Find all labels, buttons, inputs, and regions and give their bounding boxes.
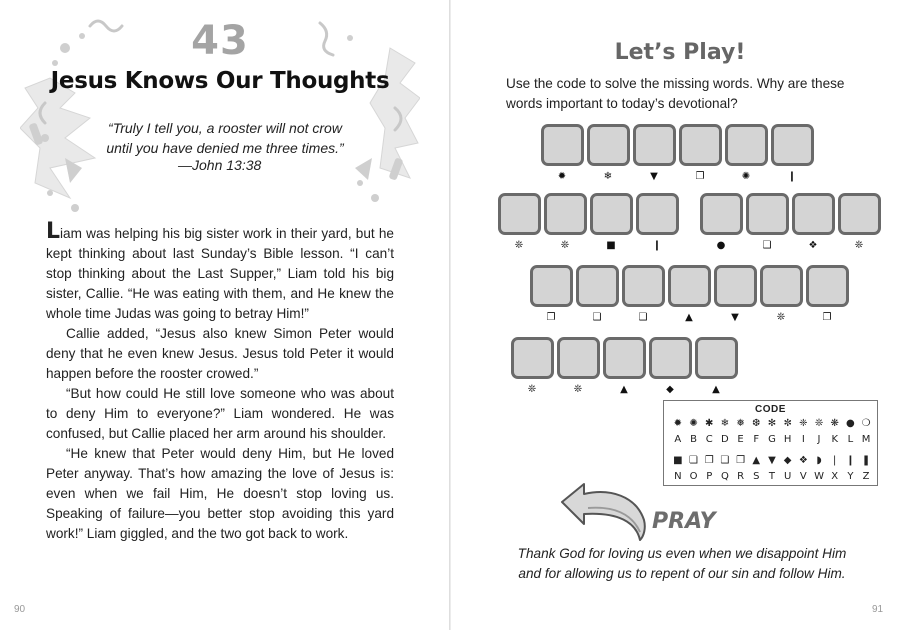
code-symbol: ▲ bbox=[752, 455, 761, 466]
code-letter: H bbox=[783, 434, 792, 445]
code-letter: G bbox=[768, 434, 776, 445]
letter-box[interactable] bbox=[771, 124, 814, 166]
puzzle-word bbox=[540, 124, 814, 183]
code-symbol-row-2 bbox=[670, 455, 874, 467]
code-symbol: ❊ bbox=[527, 384, 537, 395]
code-symbol: ▲ bbox=[712, 384, 720, 395]
code-letter: U bbox=[783, 471, 792, 482]
code-symbol: ✱ bbox=[705, 418, 714, 429]
code-letter: V bbox=[799, 471, 807, 482]
code-letter: K bbox=[831, 434, 838, 445]
puzzle-letter-cell bbox=[510, 337, 554, 396]
code-symbol: ❏ bbox=[689, 455, 699, 466]
letter-box[interactable] bbox=[530, 265, 573, 307]
puzzle-letter-cell bbox=[497, 193, 541, 252]
code-symbol: ✻ bbox=[767, 418, 777, 429]
code-symbol: ❅ bbox=[736, 418, 745, 429]
code-letter: J bbox=[817, 434, 821, 445]
code-symbol: ❊ bbox=[573, 384, 583, 395]
code-symbol: ❊ bbox=[776, 312, 786, 323]
code-letter: D bbox=[721, 434, 729, 445]
verse-line: “Truly I tell you, a rooster will not crow bbox=[108, 120, 342, 136]
code-letter: O bbox=[689, 471, 698, 482]
code-symbol: ▲ bbox=[685, 312, 693, 323]
code-symbol: ✼ bbox=[783, 418, 792, 429]
code-symbol: ❐ bbox=[546, 312, 556, 323]
letter-box[interactable] bbox=[725, 124, 768, 166]
story-paragraph: “But how could He still love someone who was about to deny Him to everyone?” Liam wondered. He was confused, but Callie placed her arm around his shoulder. bbox=[46, 386, 394, 441]
code-symbol: ◆ bbox=[666, 384, 674, 395]
code-letter: S bbox=[753, 471, 760, 482]
puzzle-letter-cell bbox=[621, 265, 665, 324]
puzzle-letter-cell bbox=[540, 124, 584, 183]
story-paragraph: “He knew that Peter would deny Him, but He loved Peter anyway. That’s how amazing the love of Jesus is: even when we fail Him, He doesn’t stop loving us. Speaking of failure—you better stop avoiding this yard work!” Liam giggled, and the two got back to work. bbox=[46, 446, 394, 541]
letter-box[interactable] bbox=[668, 265, 711, 307]
code-symbol: ▼ bbox=[650, 171, 658, 182]
letter-box[interactable] bbox=[649, 337, 692, 379]
puzzle-letter-cell bbox=[648, 337, 692, 396]
devotional-title: Jesus Knows Our Thoughts bbox=[50, 68, 390, 94]
code-letter-row-2 bbox=[670, 471, 874, 483]
code-symbol: ✹ bbox=[557, 171, 567, 182]
code-letter: Y bbox=[847, 471, 854, 482]
scripture-verse bbox=[80, 118, 370, 158]
code-letter: L bbox=[847, 434, 854, 445]
page-number-left: 90 bbox=[14, 604, 26, 615]
code-symbol: ✺ bbox=[741, 171, 751, 182]
puzzle-letter-cell bbox=[837, 193, 881, 252]
puzzle-letter-cell bbox=[556, 337, 600, 396]
code-symbol-row-1 bbox=[670, 418, 874, 430]
devotional-number: 43 bbox=[191, 18, 249, 64]
code-title: CODE bbox=[755, 404, 786, 415]
puzzle-row-4 bbox=[510, 337, 738, 396]
puzzle-row-2 bbox=[497, 193, 881, 252]
code-symbol: ■ bbox=[606, 240, 616, 251]
puzzle-letter-cell bbox=[667, 265, 711, 324]
code-symbol: ❈ bbox=[799, 418, 808, 429]
code-symbol: ❙ bbox=[846, 455, 855, 466]
letter-box[interactable] bbox=[700, 193, 743, 235]
letter-box[interactable] bbox=[838, 193, 881, 235]
puzzle-letter-cell bbox=[635, 193, 679, 252]
puzzle-letter-cell bbox=[745, 193, 789, 252]
code-symbol: ❐ bbox=[695, 171, 705, 182]
prayer-text bbox=[462, 544, 900, 584]
code-symbol: ▼ bbox=[768, 455, 776, 466]
puzzle-word bbox=[699, 193, 881, 252]
pray-label: PRAY bbox=[652, 509, 716, 534]
code-letter-row-1 bbox=[670, 434, 874, 446]
letter-box[interactable] bbox=[511, 337, 554, 379]
letter-box[interactable] bbox=[746, 193, 789, 235]
code-letter: M bbox=[861, 434, 871, 445]
code-symbol: ◗ bbox=[816, 455, 822, 466]
code-symbol: ❄ bbox=[720, 418, 730, 429]
puzzle-letter-cell bbox=[678, 124, 722, 183]
letter-box[interactable] bbox=[636, 193, 679, 235]
code-key bbox=[663, 400, 878, 486]
letter-box[interactable] bbox=[541, 124, 584, 166]
code-symbol: ❙ bbox=[652, 240, 662, 251]
puzzle-letter-cell bbox=[602, 337, 646, 396]
code-symbol: ❑ bbox=[762, 240, 772, 251]
puzzle-letter-cell bbox=[529, 265, 573, 324]
puzzle-letter-cell bbox=[694, 337, 738, 396]
code-letter: A bbox=[674, 434, 682, 445]
code-symbol: ◆ bbox=[783, 455, 792, 466]
letter-box[interactable] bbox=[557, 337, 600, 379]
letter-box[interactable] bbox=[679, 124, 722, 166]
code-symbol: ❊ bbox=[514, 240, 524, 251]
story-text bbox=[46, 219, 394, 544]
code-symbol: ▼ bbox=[731, 312, 739, 323]
letter-box[interactable] bbox=[633, 124, 676, 166]
code-letter: F bbox=[753, 434, 760, 445]
code-symbol: ❋ bbox=[830, 418, 839, 429]
code-symbol: ❙ bbox=[787, 171, 797, 182]
code-symbol: ■ bbox=[673, 455, 683, 466]
code-letter: B bbox=[690, 434, 697, 445]
story-paragraph bbox=[46, 219, 394, 324]
code-letter: Z bbox=[862, 471, 870, 482]
code-symbol: ❊ bbox=[560, 240, 570, 251]
code-symbol: ❄ bbox=[603, 171, 613, 182]
code-letter: R bbox=[737, 471, 745, 482]
code-letter: T bbox=[768, 471, 776, 482]
puzzle-letter-cell bbox=[805, 265, 849, 324]
letter-box[interactable] bbox=[498, 193, 541, 235]
puzzle-letter-cell bbox=[586, 124, 630, 183]
letter-box[interactable] bbox=[695, 337, 738, 379]
letter-box[interactable] bbox=[714, 265, 757, 307]
letter-box[interactable] bbox=[792, 193, 835, 235]
code-symbol: ✹ bbox=[673, 418, 683, 429]
puzzle-letter-cell bbox=[791, 193, 835, 252]
letter-box[interactable] bbox=[576, 265, 619, 307]
prayer-line: Thank God for loving us even when we disappoint Him bbox=[517, 546, 847, 561]
puzzle-letter-cell bbox=[713, 265, 757, 324]
code-letter: C bbox=[705, 434, 713, 445]
code-symbol: ❆ bbox=[752, 418, 761, 429]
code-symbol: ❑ bbox=[720, 455, 730, 466]
code-symbol: ▲ bbox=[620, 384, 628, 395]
letter-box[interactable] bbox=[622, 265, 665, 307]
code-symbol: ❊ bbox=[854, 240, 864, 251]
letter-box[interactable] bbox=[760, 265, 803, 307]
curved-arrow-icon bbox=[558, 478, 650, 542]
code-symbol: ● bbox=[846, 418, 855, 429]
puzzle-letter-cell bbox=[543, 193, 587, 252]
code-letter: W bbox=[814, 471, 824, 482]
verse-reference: —John 13:38 bbox=[178, 157, 262, 173]
puzzle-row-1 bbox=[540, 124, 814, 183]
letter-box[interactable] bbox=[603, 337, 646, 379]
puzzle-word bbox=[529, 265, 849, 324]
paragraph-text: iam was helping his big sister work in their yard, but he kept thinking about last Sunday’s Bible lesson. “I can’t stop thinking about the Last Supper,” Liam told his big sister, Callie. “He was eating with them, and He knew the whole time Judas was going to betray Him!” bbox=[46, 226, 394, 321]
puzzle-letter-cell bbox=[589, 193, 633, 252]
prayer-line: and for allowing us to repent of our sin and follow Him. bbox=[518, 566, 846, 581]
code-letter: P bbox=[706, 471, 713, 482]
code-symbol: ❐ bbox=[704, 455, 714, 466]
code-letter: N bbox=[674, 471, 682, 482]
puzzle-word bbox=[510, 337, 738, 396]
code-symbol: ❑ bbox=[592, 312, 602, 323]
code-symbol: ❐ bbox=[822, 312, 832, 323]
code-letter: E bbox=[737, 434, 744, 445]
code-symbol: ❖ bbox=[798, 455, 808, 466]
code-symbol: ❑ bbox=[638, 312, 648, 323]
code-symbol: ❒ bbox=[736, 455, 746, 466]
puzzle-letter-cell bbox=[759, 265, 803, 324]
code-symbol: ❖ bbox=[808, 240, 818, 251]
activity-instructions: Use the code to solve the missing words. Why are these words important to today’s devotional? bbox=[506, 76, 845, 111]
code-symbol: ● bbox=[716, 240, 726, 251]
drop-cap: L bbox=[46, 219, 61, 244]
code-letter: Q bbox=[720, 471, 729, 482]
puzzle-letter-cell bbox=[724, 124, 768, 183]
letter-box[interactable] bbox=[544, 193, 587, 235]
code-symbol: ❘ bbox=[830, 455, 839, 466]
puzzle-word bbox=[497, 193, 679, 252]
code-symbol: ❊ bbox=[814, 418, 824, 429]
puzzle-letter-cell bbox=[699, 193, 743, 252]
puzzle-row-3 bbox=[529, 265, 849, 324]
puzzle-letter-cell bbox=[632, 124, 676, 183]
code-symbol: ✺ bbox=[689, 418, 698, 429]
activity-title: Let’s Play! bbox=[614, 40, 746, 65]
verse-line: until you have denied me three times.” bbox=[106, 140, 344, 156]
puzzle-letter-cell bbox=[770, 124, 814, 183]
code-symbol: ❚ bbox=[861, 455, 871, 466]
code-symbol: ❍ bbox=[861, 418, 871, 429]
story-paragraph: Callie added, “Jesus also knew Simon Peter would deny that he even knew Jesus. Jesus told Peter it would happen before the rooster crowed.” bbox=[46, 326, 394, 381]
letter-box[interactable] bbox=[806, 265, 849, 307]
puzzle-letter-cell bbox=[575, 265, 619, 324]
letter-box[interactable] bbox=[587, 124, 630, 166]
code-letter: I bbox=[801, 434, 805, 445]
letter-box[interactable] bbox=[590, 193, 633, 235]
code-letter: X bbox=[831, 471, 839, 482]
page-number-right: 91 bbox=[872, 604, 884, 615]
